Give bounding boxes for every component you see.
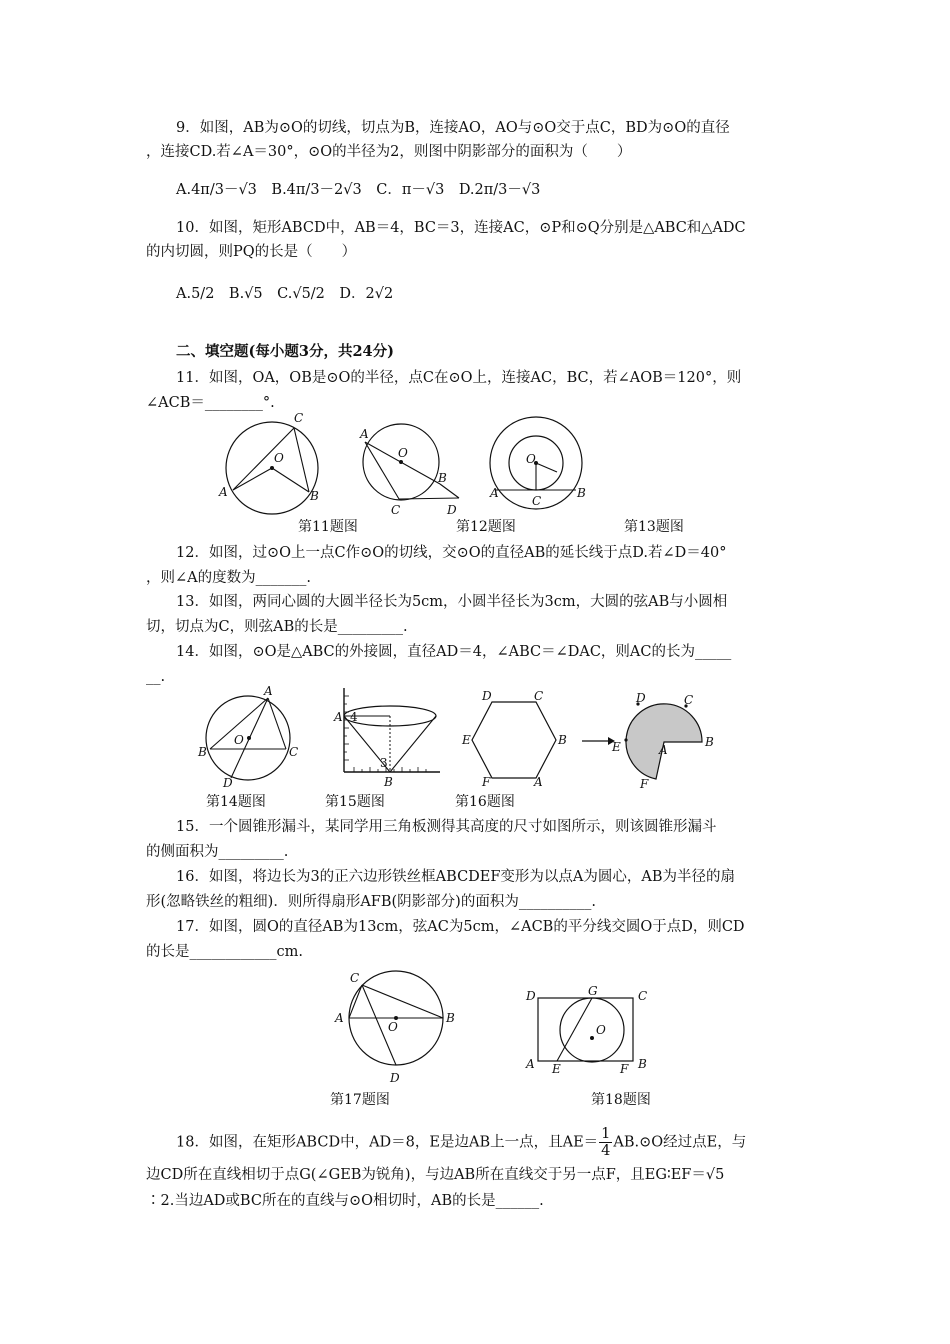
q18-line2: 边CD所在直线相切于点G(∠GEB为锐角)，与边AB所在直线交于另一点F，且EG∶EF＝√5 <box>146 1167 725 1183</box>
q17-line2: 的长是____________cm. <box>146 944 303 960</box>
q11-line2: ∠ACB＝________°. <box>146 395 275 411</box>
svg-text:B: B <box>198 745 207 759</box>
figure-18 <box>520 984 656 1076</box>
svg-text:C: C <box>638 989 648 1003</box>
q10-line1: 10．如图，矩形ABCD中，AB＝4，BC＝3，连接AC，⊙P和⊙Q分别是△ABC和△ADC <box>176 220 746 236</box>
svg-text:E: E <box>552 1062 561 1076</box>
caption-fig13: 第13题图 <box>624 519 684 535</box>
svg-text:B: B <box>438 471 447 485</box>
q18-line1-start: 18．如图，在矩形ABCD中，AD＝8，E是边AB上一点，且AE＝ <box>176 1134 599 1151</box>
q9-line2: ，连接CD.若∠A＝30°，⊙O的半径为2，则图中阴影部分的面积为（ ） <box>146 144 632 160</box>
svg-text:C: C <box>294 411 304 425</box>
q15-line2: 的侧面积为_________. <box>146 844 289 860</box>
caption-fig14: 第14题图 <box>206 794 266 810</box>
svg-text:B: B <box>310 489 319 503</box>
q13-line1: 13．如图，两同心圆的大圆半径长为5cm，小圆半径长为3cm，大圆的弦AB与小圆相 <box>176 594 728 610</box>
figure-13 <box>480 415 590 520</box>
figure-17 <box>330 964 462 1088</box>
q10-line2: 的内切圆，则PQ的长是（ ） <box>146 244 357 260</box>
svg-text:C: C <box>532 494 542 508</box>
svg-text:D: D <box>447 503 457 517</box>
q9-options: A.4π/3－√3 B.4π/3－2√3 C．π－√3 D.2π/3－√3 <box>176 182 541 198</box>
svg-text:A: A <box>534 775 543 786</box>
svg-text:B: B <box>577 486 586 500</box>
svg-text:E: E <box>612 740 621 754</box>
q18-fraction-numerator: 1 <box>601 1126 611 1142</box>
figure-16 <box>460 690 578 786</box>
figure-11 <box>216 410 332 520</box>
svg-text:A: A <box>490 486 499 500</box>
svg-text:A: A <box>659 743 668 757</box>
svg-text:D: D <box>636 691 646 705</box>
svg-text:D: D <box>390 1071 400 1085</box>
q10-options: A.5/2 B.√5 C.√5/2 D．2√2 <box>176 286 394 302</box>
q16-line1: 16．如图，将边长为3的正六边形铁丝框ABCDEF变形为以点A为圆心，AB为半径的扇 <box>176 869 736 885</box>
section-title: 二、填空题(每小题3分，共24分) <box>176 343 394 360</box>
svg-text:C: C <box>289 745 299 759</box>
svg-text:D: D <box>482 690 492 703</box>
caption-fig17: 第17题图 <box>330 1092 390 1108</box>
svg-text:D: D <box>526 989 536 1003</box>
q11-line1: 11．如图，OA，OB是⊙O的半径，点C在⊙O上，连接AC，BC，若∠AOB＝120°，则 <box>176 370 742 386</box>
svg-text:A: A <box>335 1011 344 1025</box>
q18-fraction-denominator: 4 <box>601 1143 611 1159</box>
svg-text:O: O <box>234 733 244 747</box>
svg-text:4: 4 <box>350 710 358 724</box>
q17-line1: 17．如图，圆O的直径AB为13cm，弦AC为5cm，∠ACB的平分线交圆O于点D，则CD <box>176 919 745 935</box>
svg-text:3: 3 <box>380 756 388 770</box>
q18-line3: ∶2.当边AD或BC所在的直线与⊙O相切时，AB的长是______. <box>146 1193 544 1209</box>
svg-text:O: O <box>388 1020 398 1034</box>
svg-text:A: A <box>264 684 273 698</box>
figure-12 <box>355 420 470 520</box>
svg-text:A: A <box>526 1057 535 1071</box>
caption-fig12: 第12题图 <box>456 519 516 535</box>
svg-text:F: F <box>620 1062 629 1076</box>
q14-line1: 14．如图，⊙O是△ABC的外接圆，直径AD＝4，∠ABC＝∠DAC，则AC的长为_____ <box>176 644 732 660</box>
q14-line2: __. <box>146 669 166 685</box>
svg-text:G: G <box>588 984 598 998</box>
svg-text:O: O <box>526 452 536 466</box>
figure-16-sector <box>604 690 724 790</box>
q15-line1: 15．一个圆锥形漏斗，某同学用三角板测得其高度的尺寸如图所示，则该圆锥形漏斗 <box>176 819 717 835</box>
q18-line1 <box>176 1126 836 1159</box>
caption-fig15: 第15题图 <box>325 794 385 810</box>
svg-text:B: B <box>384 775 393 789</box>
svg-text:D: D <box>223 776 233 788</box>
svg-text:B: B <box>446 1011 455 1025</box>
q12-line2: ，则∠A的度数为_______. <box>146 570 311 586</box>
svg-text:A: A <box>334 710 343 724</box>
q12-line1: 12．如图，过⊙O上一点C作⊙O的切线，交⊙O的直径AB的延长线于点D.若∠D＝40° <box>176 545 727 561</box>
svg-text:A: A <box>219 485 228 499</box>
figure-15 <box>332 686 444 790</box>
svg-text:B: B <box>638 1057 647 1071</box>
svg-text:F: F <box>640 777 649 790</box>
svg-text:O: O <box>274 451 284 465</box>
svg-text:E: E <box>462 733 471 747</box>
q9-line1: 9．如图，AB为⊙O的切线，切点为B，连接AO，AO与⊙O交于点C，BD为⊙O的直径 <box>176 120 730 136</box>
svg-text:B: B <box>705 735 714 749</box>
svg-text:C: C <box>534 690 544 703</box>
svg-text:A: A <box>360 427 369 441</box>
svg-text:C: C <box>391 503 401 517</box>
svg-text:O: O <box>596 1023 606 1037</box>
q18-line1-end: AB.⊙O经过点E，与 <box>613 1134 747 1151</box>
svg-text:C: C <box>684 693 694 707</box>
caption-fig11: 第11题图 <box>298 519 358 535</box>
q13-line2: 切，切点为C，则弦AB的长是_________. <box>146 619 408 635</box>
svg-text:B: B <box>558 733 567 747</box>
svg-text:F: F <box>482 775 491 786</box>
caption-fig18: 第18题图 <box>591 1092 651 1108</box>
q18-fraction <box>599 1126 612 1159</box>
svg-text:O: O <box>398 446 408 460</box>
q16-line2: 形(忽略铁丝的粗细)．则所得扇形AFB(阴影部分)的面积为__________. <box>146 894 596 910</box>
caption-fig16: 第16题图 <box>455 794 515 810</box>
svg-text:C: C <box>350 971 360 985</box>
figure-14 <box>196 684 306 788</box>
